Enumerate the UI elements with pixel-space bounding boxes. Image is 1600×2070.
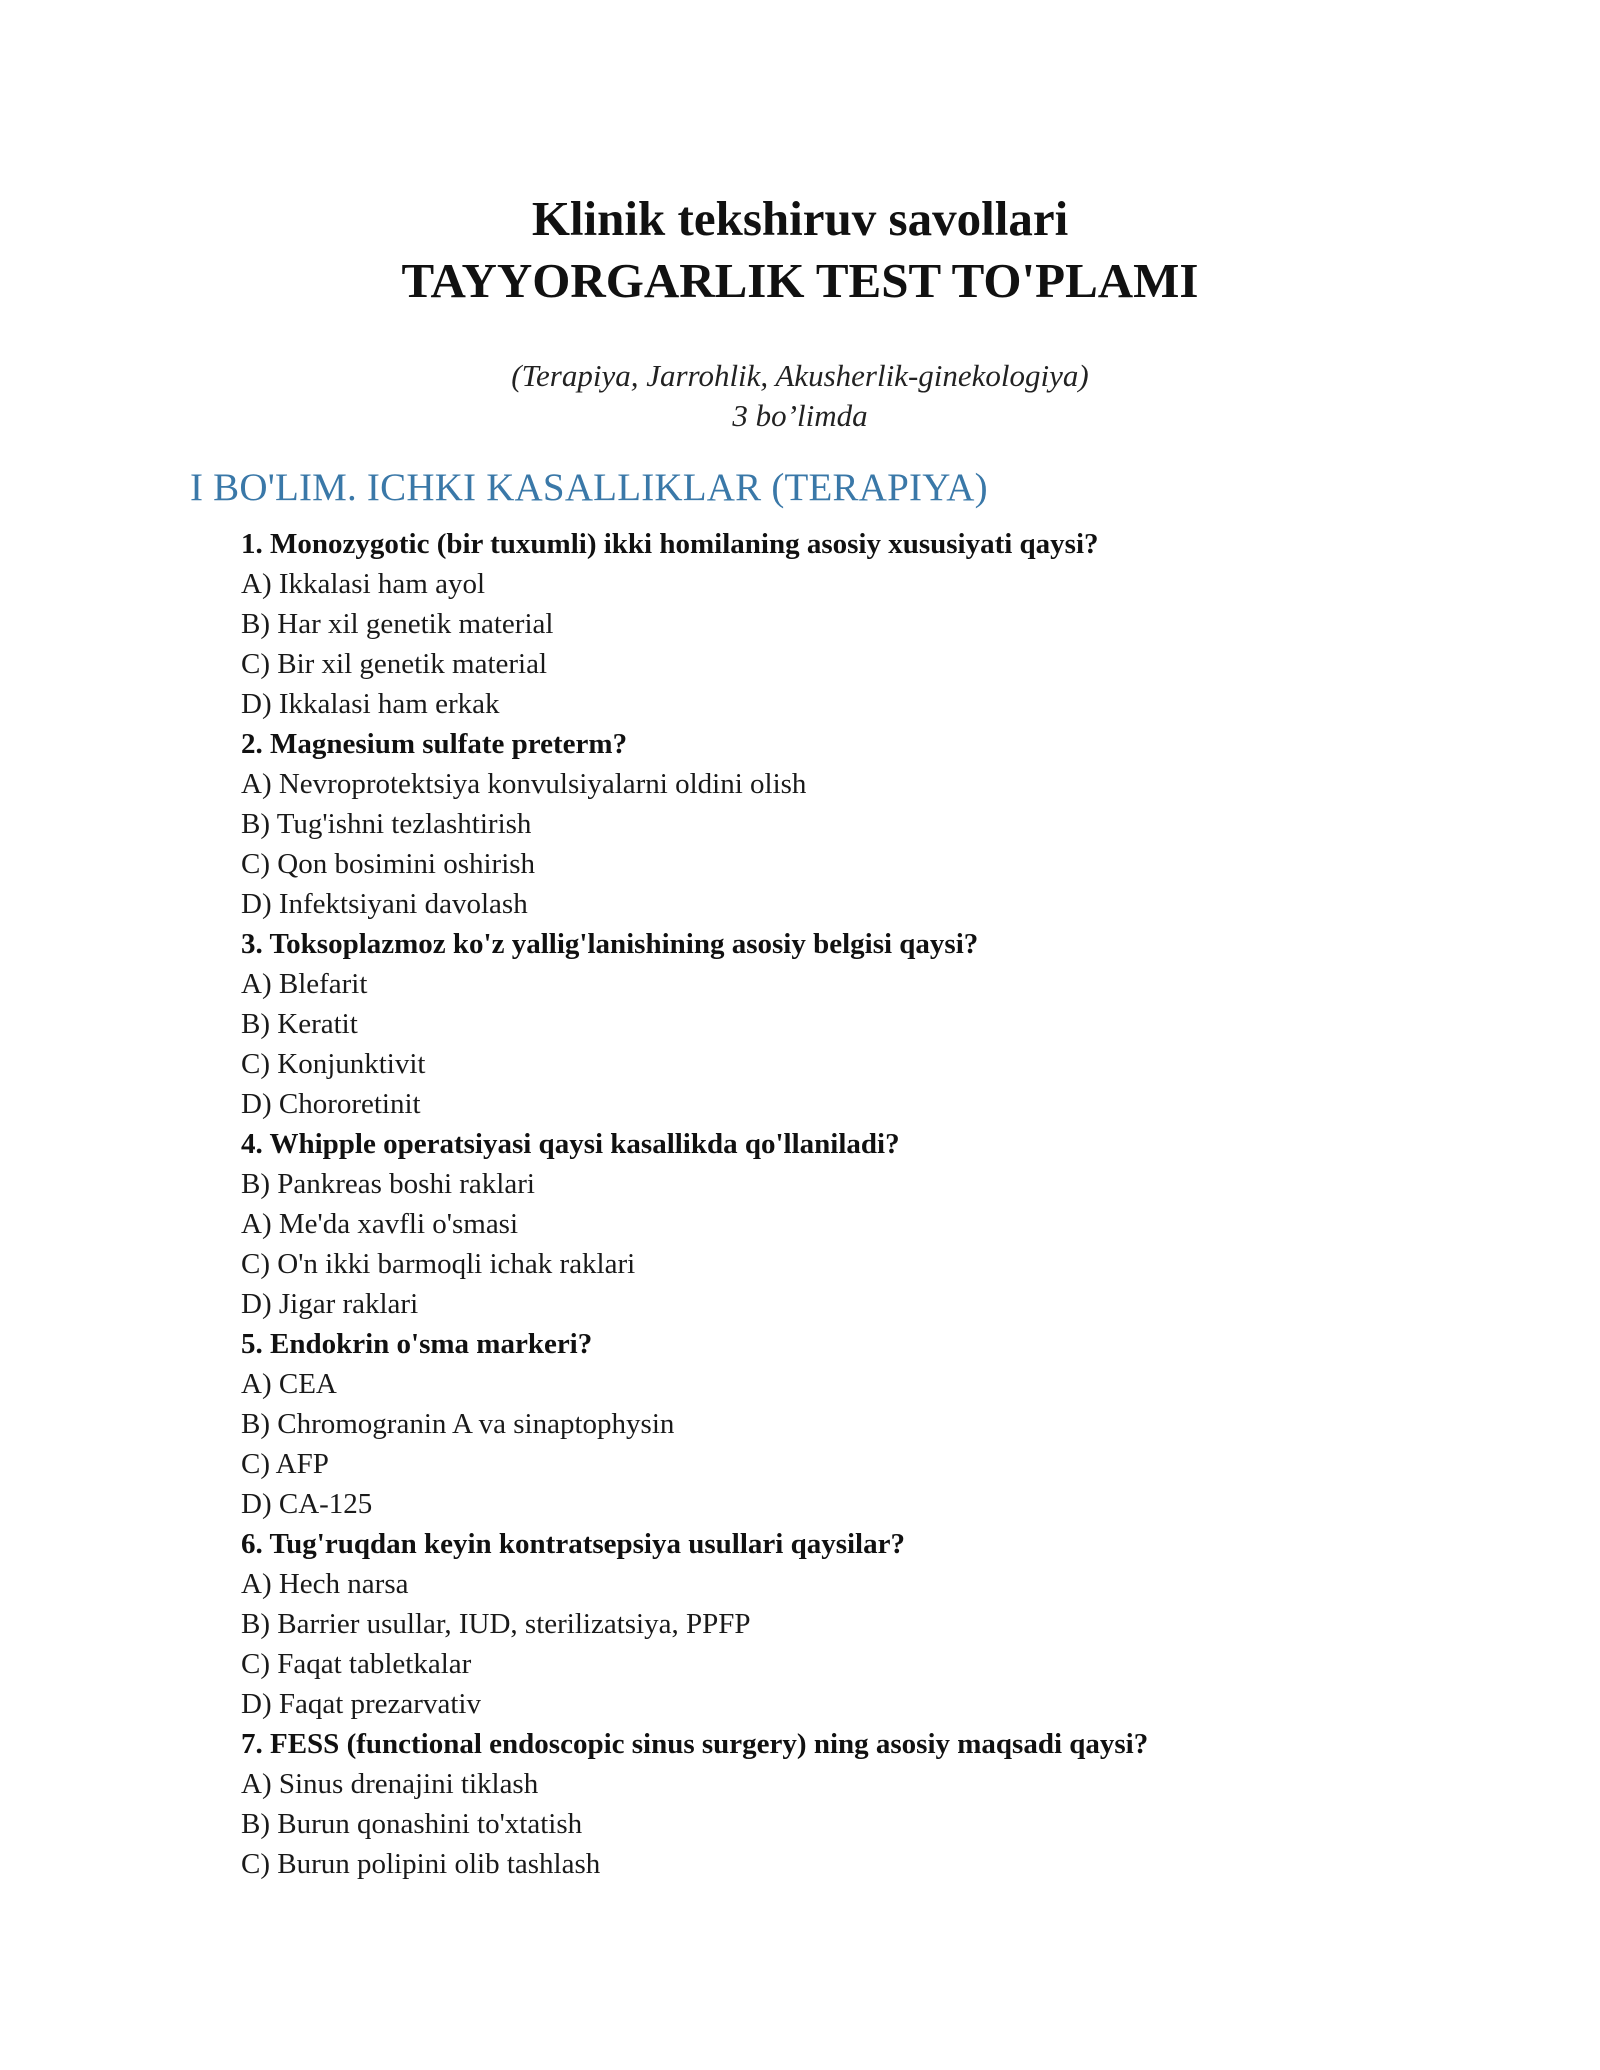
- question-text: 2. Magnesium sulfate preterm?: [241, 728, 628, 760]
- answer-option: C) Faqat tabletkalar: [241, 1648, 472, 1680]
- question-text: 7. FESS (functional endoscopic sinus surgery) ning asosiy maqsadi qaysi?: [241, 1728, 1149, 1760]
- question-text: 3. Toksoplazmoz ko'z yallig'lanishining asosiy belgisi qaysi?: [241, 928, 979, 960]
- answer-option: A) Me'da xavfli o'smasi: [241, 1208, 519, 1240]
- subtitle-line-2: 3 bo’limda: [732, 398, 868, 433]
- document-subtitle: [0, 356, 1600, 436]
- answer-option: C) AFP: [241, 1448, 329, 1480]
- answer-option: C) Konjunktivit: [241, 1048, 426, 1080]
- question-text: 5. Endokrin o'sma markeri?: [241, 1328, 593, 1360]
- answer-option: A) CEA: [241, 1368, 337, 1400]
- answer-option: B) Burun qonashini to'xtatish: [241, 1808, 583, 1840]
- question-list: [241, 524, 1541, 1884]
- answer-option: B) Pankreas boshi raklari: [241, 1168, 535, 1200]
- answer-option: D) CA-125: [241, 1488, 373, 1520]
- question-text: 1. Monozygotic (bir tuxumli) ikki homilaning asosiy xususiyati qaysi?: [241, 528, 1099, 560]
- title-line-2: TAYYORGARLIK TEST TO'PLAMI: [401, 253, 1199, 308]
- answer-option: D) Infektsiyani davolash: [241, 888, 528, 920]
- answer-option: A) Nevroprotektsiya konvulsiyalarni oldini olish: [241, 768, 807, 800]
- answer-option: D) Chororetinit: [241, 1088, 421, 1120]
- answer-option: D) Ikkalasi ham erkak: [241, 688, 500, 720]
- answer-option: D) Faqat prezarvativ: [241, 1688, 481, 1720]
- answer-option: A) Blefarit: [241, 968, 368, 1000]
- answer-option: B) Chromogranin A va sinaptophysin: [241, 1408, 675, 1440]
- answer-option: B) Keratit: [241, 1008, 358, 1040]
- question-text: 4. Whipple operatsiyasi qaysi kasallikda qo'llaniladi?: [241, 1128, 900, 1160]
- title-line-1: Klinik tekshiruv savollari: [531, 191, 1069, 246]
- answer-option: C) Bir xil genetik material: [241, 648, 548, 680]
- answer-option: B) Tug'ishni tezlashtirish: [241, 808, 532, 840]
- question-text: 6. Tug'ruqdan keyin kontratsepsiya usullari qaysilar?: [241, 1528, 905, 1560]
- answer-option: A) Ikkalasi ham ayol: [241, 568, 486, 600]
- answer-option: B) Barrier usullar, IUD, sterilizatsiya, PPFP: [241, 1608, 751, 1640]
- subtitle-line-1: (Terapiya, Jarrohlik, Akusherlik-ginekologiya): [511, 358, 1089, 393]
- section-heading: I BO'LIM. ICHKI KASALLIKLAR (TERAPIYA): [190, 466, 988, 509]
- answer-option: D) Jigar raklari: [241, 1288, 419, 1320]
- answer-option: C) Qon bosimini oshirish: [241, 848, 536, 880]
- answer-option: C) O'n ikki barmoqli ichak raklari: [241, 1248, 636, 1280]
- answer-option: A) Hech narsa: [241, 1568, 409, 1600]
- answer-option: C) Burun polipini olib tashlash: [241, 1848, 601, 1880]
- answer-option: A) Sinus drenajini tiklash: [241, 1768, 539, 1800]
- answer-option: B) Har xil genetik material: [241, 608, 554, 640]
- document-title: [0, 188, 1600, 312]
